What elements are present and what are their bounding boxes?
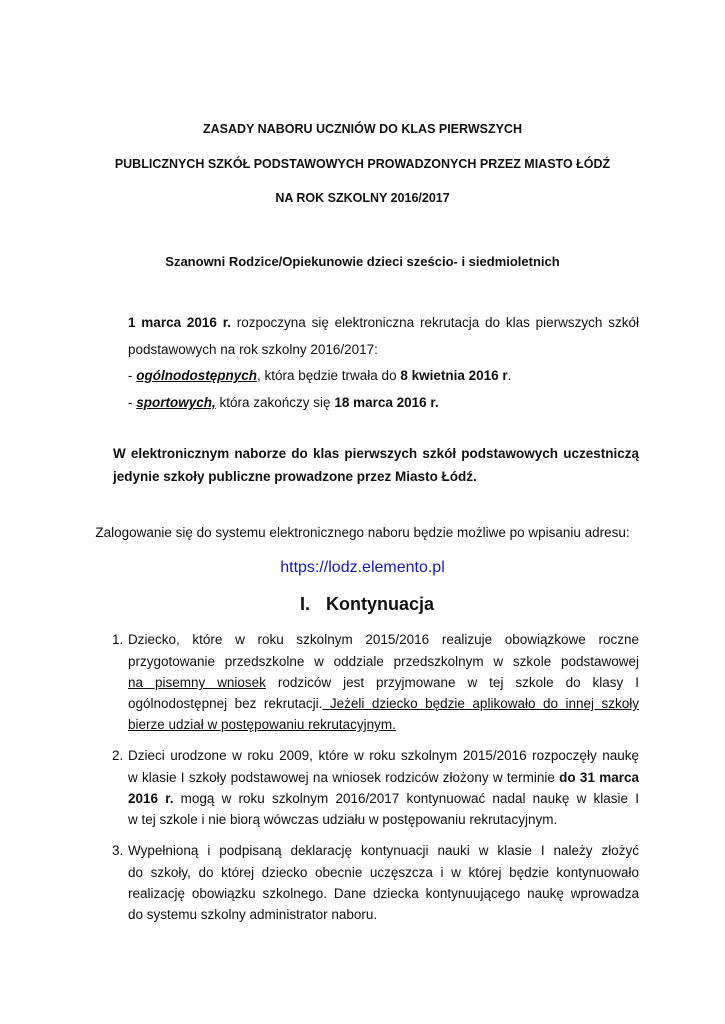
section-title: Kontynuacja [326,594,435,614]
bullet-dash: - [128,395,137,410]
item-3-line-2: do szkoły, do której dziecko obecnie uczęszcza i w której będzie kontynuowało [128,865,639,880]
section-heading [300,594,434,615]
intro-line-2: podstawowych na rok szkolny 2016/2017: [128,342,378,357]
title-line-1: ZASADY NABORU UCZNIÓW DO KLAS PIERWSZYCH [203,122,522,136]
item-1-line-3 [128,675,639,690]
item-2-line-1: Dzieci urodzone w roku 2009, które w roku szkolnym 2015/2016 rozpoczęły naukę [128,748,639,763]
bullet-sport [128,395,439,410]
item-1-line-4-rest: Jeżeli dziecko będzie aplikowało do innej szkoły [322,696,639,711]
title-line-2: PUBLICZNYCH SZKÓŁ PODSTAWOWYCH PROWADZONYCH PRZEZ MIASTO ŁÓDŹ [114,157,611,171]
item-1-line-3-rest: rodziców jest przyjmowane w tej szkole do klasy I [265,675,639,690]
item-3-line-1: Wypełnioną i podpisaną deklarację kontynuacji nauki w klasie I należy złożyć [128,843,639,858]
bullet-dash: - [128,368,137,383]
item-2-line-3-rest: mogą w roku szkolnym 2016/2017 kontynuować nadal naukę w klasie I [173,791,639,806]
item-1-line-5 [128,717,639,732]
item-1-written-request: na pisemny wniosek [128,675,266,690]
bullet-general-end: . [507,368,512,383]
item-2-line-2-start: w klasie I szkoły podstawowej na wniosek rodziców złożony w terminie [128,770,560,785]
item-3-line-4: do systemu szkolny administrator naboru. [128,907,378,922]
item-1-number: 1. [112,632,124,647]
item-2-line-2 [128,770,639,785]
item-1-line-1: Dziecko, które w roku szkolnym 2015/2016 realizuje obowiązkowe roczne [128,632,639,647]
recruitment-link[interactable]: https://lodz.elemento.pl [280,559,445,576]
item-1-line-5-text: bierze udział w postępowaniu rekrutacyjnym. [128,717,396,732]
item-3-line-3: realizację obowiązku szkolnego. Dane dziecka kontynuującego naukę wprowadza [128,886,639,901]
notice-line-2: jedynie szkoły publiczne prowadzone przez Miasto Łódź. [113,469,477,484]
bullet-sport-term: sportowych, [136,395,216,410]
intro-date: 1 marca 2016 r. [128,315,231,330]
intro-line-1 [128,315,639,330]
bullet-sport-mid: która zakończy się [215,395,335,410]
bullet-general-mid: , która będzie trwała do [257,368,401,383]
item-1-line-2: przygotowanie przedszkolne w oddziale przedszkolnym w szkole podstawowej [128,654,639,669]
item-3-number: 3. [112,843,124,858]
item-1-line-4-start: ogólnodostępnej bez rekrutacji. [128,696,323,711]
bullet-sport-date: 18 marca 2016 r. [334,395,439,410]
bullet-general-date: 8 kwietnia 2016 r [400,368,508,383]
item-2-number: 2. [112,748,124,763]
item-1-line-4 [128,696,639,711]
notice-line-1: W elektronicznym naborze do klas pierwszych szkół podstawowych uczestniczą [113,446,639,461]
item-2-deadline: do 31 marca [559,770,640,785]
greeting: Szanowni Rodzice/Opiekunowie dzieci sześcio- i siedmioletnich [165,254,560,269]
title-line-3: NA ROK SZKOLNY 2016/2017 [275,191,450,205]
intro-text-1: rozpoczyna się elektroniczna rekrutacja do klas pierwszych szkół [230,315,639,330]
bullet-general [128,368,511,383]
login-text: Zalogowanie się do systemu elektronicznego naboru będzie możliwe po wpisaniu adresu: [95,525,630,540]
item-2-line-4: w tej szkole i nie biorą wówczas udziału w postępowaniu rekrutacyjnym. [128,812,558,827]
bullet-general-term: ogólnodostępnych [136,368,257,383]
item-2-deadline-year: 2016 r. [128,791,174,806]
section-number: I. [300,594,311,614]
item-2-line-3 [128,791,639,806]
